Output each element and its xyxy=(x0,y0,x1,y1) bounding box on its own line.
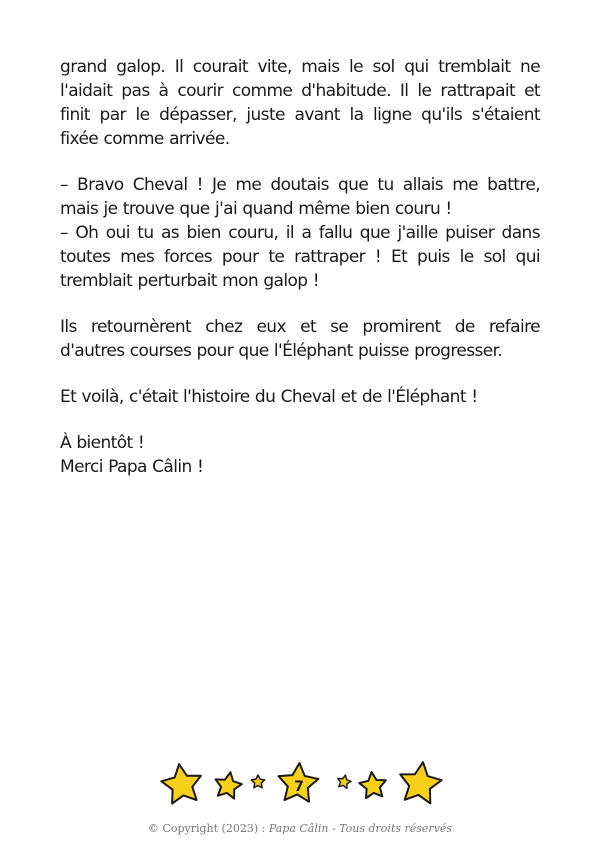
text-line: Et voilà, c'était l'histoire du Cheval et de l'Éléphant ! xyxy=(60,387,478,407)
page-body xyxy=(60,55,540,501)
page-number: 7 xyxy=(294,779,304,795)
text-line: finit par le dépasser, juste avant la ligne qu'ils s'étaient xyxy=(60,105,540,125)
stars-decoration xyxy=(0,760,600,820)
paragraph-4 xyxy=(60,385,540,409)
copyright-notice xyxy=(0,822,600,835)
text-line: – Bravo Cheval ! Je me doutais que tu allais me battre, xyxy=(60,175,540,195)
text-line: – Oh oui tu as bien couru, il a fallu que j'aille puiser dans xyxy=(60,223,540,243)
page-footer xyxy=(0,760,600,851)
copyright-owner: Papa Câlin - Tous droits réservés xyxy=(268,822,453,835)
star-icon xyxy=(161,764,201,803)
text-line: toutes mes forces pour te rattraper ! Et puis le sol qui xyxy=(60,247,540,267)
text-line: d'autres courses pour que l'Éléphant puisse progresser. xyxy=(60,341,503,361)
paragraph-5 xyxy=(60,431,540,479)
paragraph-1 xyxy=(60,55,540,151)
text-line: Ils retournèrent chez eux et se promirent de refaire xyxy=(60,317,540,337)
paragraph-2 xyxy=(60,173,540,293)
paragraph-3 xyxy=(60,315,540,363)
text-line: grand galop. Il courait vite, mais le sol qui tremblait ne xyxy=(60,57,540,77)
text-line: À bientôt ! xyxy=(60,433,145,453)
star-icon xyxy=(216,772,242,798)
text-line: mais je trouve que j'ai quand même bien couru ! xyxy=(60,199,452,219)
star-icon xyxy=(251,775,264,788)
star-icon xyxy=(359,772,385,798)
copyright-prefix: © Copyright (2023) : xyxy=(147,822,269,835)
text-line: tremblait perturbait mon galop ! xyxy=(60,271,319,291)
text-line: l'aidait pas à courir comme d'habitude. Il le rattrapait et xyxy=(60,81,540,101)
text-line: fixée comme arrivée. xyxy=(60,129,230,149)
text-line: Merci Papa Câlin ! xyxy=(60,457,204,477)
star-icon xyxy=(338,775,351,788)
star-icon xyxy=(400,762,441,803)
